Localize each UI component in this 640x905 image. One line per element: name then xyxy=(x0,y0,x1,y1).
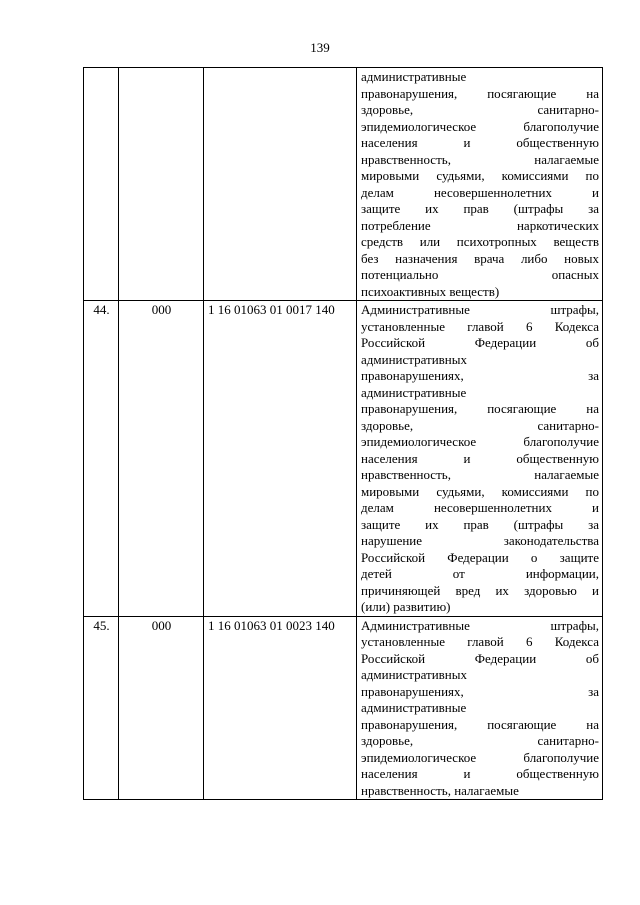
income-description xyxy=(357,301,603,617)
description-line: здоровье, санитарно- xyxy=(361,102,599,117)
classification-table xyxy=(83,67,603,800)
description-line: причиняющей вред их здоровью и xyxy=(361,582,599,598)
admin-code: 000 xyxy=(119,616,204,800)
description-line: Административные штрафы, xyxy=(361,302,599,317)
description-line: правонарушения, посягающие на xyxy=(361,716,599,732)
admin-code: 000 xyxy=(119,301,204,617)
description-line: эпидемиологическое благополучие xyxy=(361,434,599,449)
income-code xyxy=(204,68,357,301)
description-line: административных xyxy=(361,667,467,682)
description-line: населения и общественную xyxy=(361,766,599,781)
description-line: средств или психотропных веществ xyxy=(361,234,599,249)
description-line: правонарушения, посягающие на xyxy=(361,401,599,416)
income-description xyxy=(357,616,603,800)
description-line: административных xyxy=(361,351,467,367)
description-line: здоровье, санитарно- xyxy=(361,733,599,748)
description-line: населения и общественную xyxy=(361,450,599,466)
description-line: потенциально опасных xyxy=(361,267,599,282)
description-line: правонарушения, посягающие на xyxy=(361,85,599,101)
income-code: 1 16 01063 01 0023 140 xyxy=(204,616,357,800)
description-line: потребление наркотических xyxy=(361,217,599,233)
description-line: мировыми судьями, комиссиями по xyxy=(361,483,599,499)
description-line: административные xyxy=(361,69,467,84)
description-line: установленные главой 6 Кодекса xyxy=(361,318,599,334)
description-line: нравственность, налагаемые xyxy=(361,782,519,798)
description-line: психоактивных веществ) xyxy=(361,283,500,299)
description-line: Административные штрафы, xyxy=(361,617,599,633)
description-line: нравственность, налагаемые xyxy=(361,467,599,482)
table-row xyxy=(84,616,603,800)
table-row xyxy=(84,301,603,617)
description-line: правонарушениях, за xyxy=(361,368,599,383)
description-line: эпидемиологическое благополучие xyxy=(361,118,599,134)
description-line: детей от информации, xyxy=(361,566,599,581)
description-line: здоровье, санитарно- xyxy=(361,417,599,433)
description-line: административные xyxy=(361,384,467,400)
admin-code xyxy=(119,68,204,301)
description-line: Российской Федерации об xyxy=(361,650,599,666)
description-line: делам несовершеннолетних и xyxy=(361,184,599,200)
description-line: населения и общественную xyxy=(361,135,599,150)
page-number: 139 xyxy=(310,40,330,55)
row-number: 44. xyxy=(84,301,119,617)
description-line: установленные главой 6 Кодекса xyxy=(361,634,599,649)
description-line: защите их прав (штрафы за xyxy=(361,201,599,216)
description-line: (или) развитию) xyxy=(361,599,451,614)
description-line: Российской Федерации о защите xyxy=(361,549,599,565)
description-line: без назначения врача либо новых xyxy=(361,250,599,266)
income-code: 1 16 01063 01 0017 140 xyxy=(204,301,357,617)
description-line: эпидемиологическое благополучие xyxy=(361,749,599,765)
description-line: нравственность, налагаемые xyxy=(361,151,599,167)
description-line: мировыми судьями, комиссиями по xyxy=(361,168,599,183)
description-line: Российской Федерации об xyxy=(361,335,599,350)
description-line: административные xyxy=(361,700,467,715)
description-line: нарушение законодательства xyxy=(361,533,599,548)
description-line: правонарушениях, за xyxy=(361,683,599,699)
row-number xyxy=(84,68,119,301)
description-line: защите их прав (штрафы за xyxy=(361,516,599,532)
income-description xyxy=(357,68,603,301)
row-number: 45. xyxy=(84,616,119,800)
table-row xyxy=(84,68,603,301)
description-line: делам несовершеннолетних и xyxy=(361,500,599,515)
